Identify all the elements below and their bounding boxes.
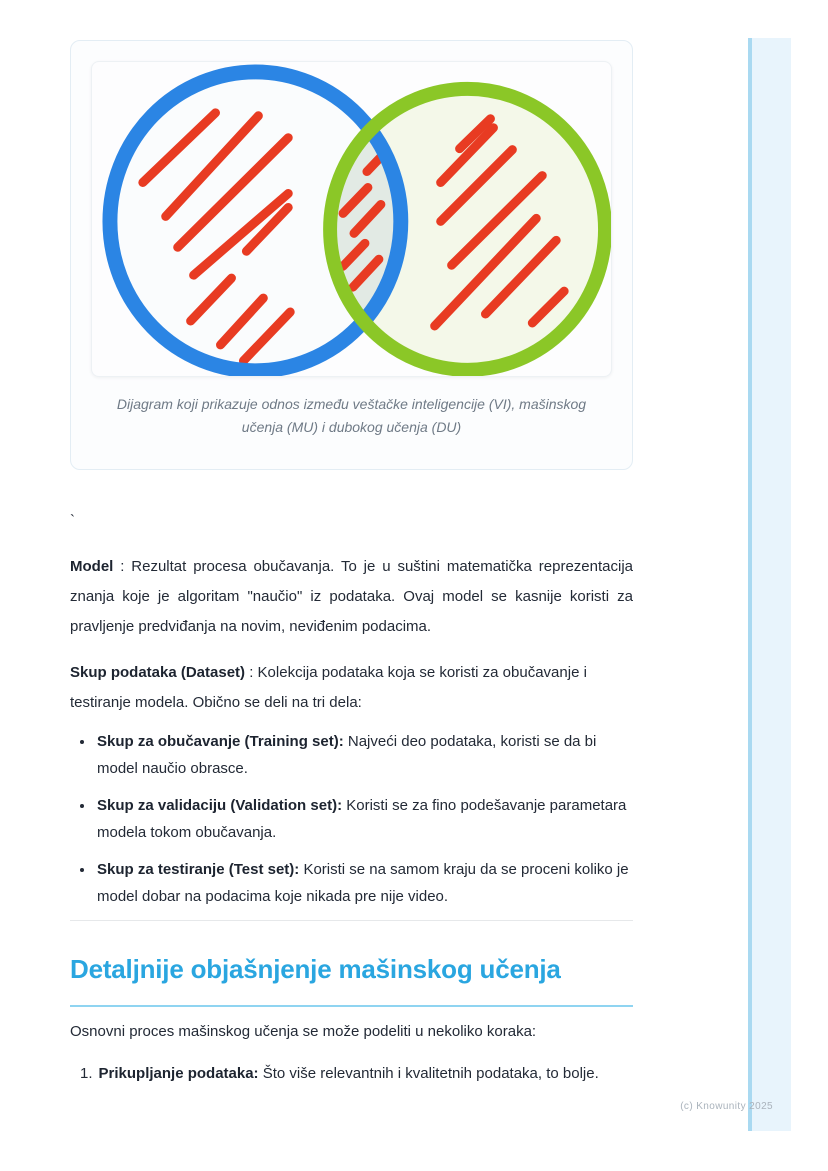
paragraph-model-lead: Model	[70, 557, 114, 575]
list-item	[95, 792, 633, 846]
bullet-list	[70, 728, 633, 910]
section-divider	[70, 920, 633, 921]
paragraph-model	[70, 552, 633, 642]
figure-card	[70, 40, 633, 470]
paragraph-model-text: : Rezultat procesa obučavanja. To je u suštini matematička reprezentacija znanja koje je algoritam "naučio" iz podataka. Ovaj model se kasnije koristi za pravljenje predviđanja na novim, neviđenim podacima.	[70, 557, 633, 635]
steps-list	[70, 1059, 633, 1089]
step-lead: Prikupljanje podataka:	[98, 1064, 259, 1082]
list-item-lead: Skup za obučavanje (Training set):	[97, 732, 344, 750]
paragraph-dataset-text: : Kolekcija podataka koja se koristi za obučavanje i testiranje modela. Obično se deli na tri dela:	[70, 663, 587, 711]
step-number: 1.	[80, 1064, 93, 1082]
step-text: Što više relevantnih i kvalitetnih podataka, to bolje.	[258, 1064, 599, 1082]
intro-paragraph: Osnovni proces mašinskog učenja se može podeliti u nekoliko koraka:	[70, 1022, 537, 1040]
list-item-lead: Skup za testiranje (Test set):	[97, 860, 300, 878]
paragraph-dataset	[70, 658, 633, 718]
image-panel	[91, 61, 612, 377]
list-item-lead: Skup za validaciju (Validation set):	[97, 796, 343, 814]
step-item	[80, 1059, 633, 1089]
paragraph-dataset-lead: Skup podataka (Dataset)	[70, 663, 246, 681]
content-column	[70, 0, 633, 1089]
list-item-text: Najveći deo podataka, koristi se da bi model naučio obrasce.	[97, 732, 597, 777]
scroll-indicator-bar[interactable]	[748, 38, 791, 1131]
list-item	[95, 728, 633, 782]
list-item	[95, 856, 633, 910]
stray-backtick: `	[70, 511, 75, 529]
section-heading: Detaljnije objašnjenje mašinskog učenja	[70, 951, 633, 1007]
list-item-text: Koristi se na samom kraju da se proceni koliko je model dobar na podacima koje nikada pre nije video.	[97, 860, 629, 905]
copyright-note: (c) Knowunity 2025	[680, 1101, 773, 1112]
figure-caption: Dijagram koji prikazuje odnos između veštačke inteligencije (VI), mašinskog učenja (MU) i dubokog učenja (DU)	[116, 395, 587, 435]
venn-diagram	[92, 62, 611, 376]
list-item-text: Koristi se za fino podešavanje parametara modela tokom obučavanja.	[97, 796, 627, 841]
